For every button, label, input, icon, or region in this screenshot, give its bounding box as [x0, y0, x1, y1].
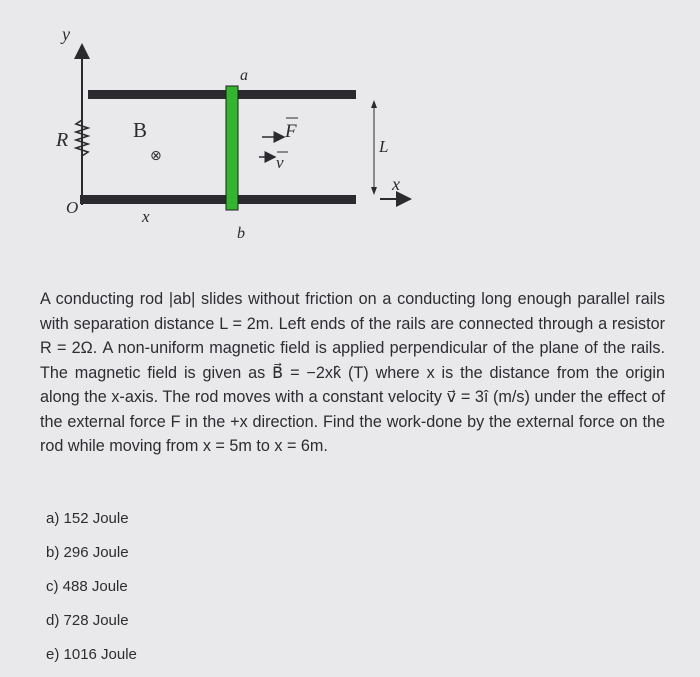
problem-statement [40, 287, 665, 459]
option-c: c) 488 Joule [46, 578, 128, 595]
position-label: x [142, 207, 150, 226]
separation-arrow-down-icon [371, 187, 377, 195]
option-e: e) 1016 Joule [46, 646, 137, 663]
field-label: B [133, 118, 148, 142]
rod-top-label: a [240, 67, 248, 84]
rod-bottom-label: b [237, 225, 245, 242]
problem-text: A conducting rod |ab| slides without friction on a conducting long enough parallel rails with separation distance L = 2m. Left ends of the rails are connected through a resistor R = 2Ω. A non-uniform magnetic field is applied perpendicular of the plane of the rails. The magnetic field is given as B⃗ = −2xk̂ (T) where x is the distance from the origin along the x-axis. The rod moves with a constant velocity v⃗ = 3î (m/s) under the effect of the external force F in the +x direction. Find the work-done by the external force on the rod while moving from x = 5m to x = 6m. [40, 290, 665, 455]
resistor-label: R [56, 129, 69, 151]
option-b: b) 296 Joule [46, 544, 129, 561]
origin-label: O [66, 198, 79, 217]
top-rail [88, 90, 356, 99]
circuit-figure [0, 0, 700, 270]
answer-options [46, 507, 137, 677]
field-into-page-icon: ⊗ [150, 148, 162, 164]
velocity-label: v [276, 153, 284, 172]
bottom-rail [80, 195, 356, 204]
option-d: d) 728 Joule [46, 612, 129, 629]
x-axis-label: x [392, 174, 400, 194]
conducting-rod [226, 86, 238, 210]
separation-arrow-up-icon [371, 100, 377, 108]
y-axis-label: y [62, 24, 70, 44]
force-label: F [285, 121, 297, 142]
resistor-icon [76, 120, 88, 156]
separation-label: L [379, 137, 389, 156]
option-a: a) 152 Joule [46, 510, 129, 527]
circuit-diagram [0, 0, 700, 270]
